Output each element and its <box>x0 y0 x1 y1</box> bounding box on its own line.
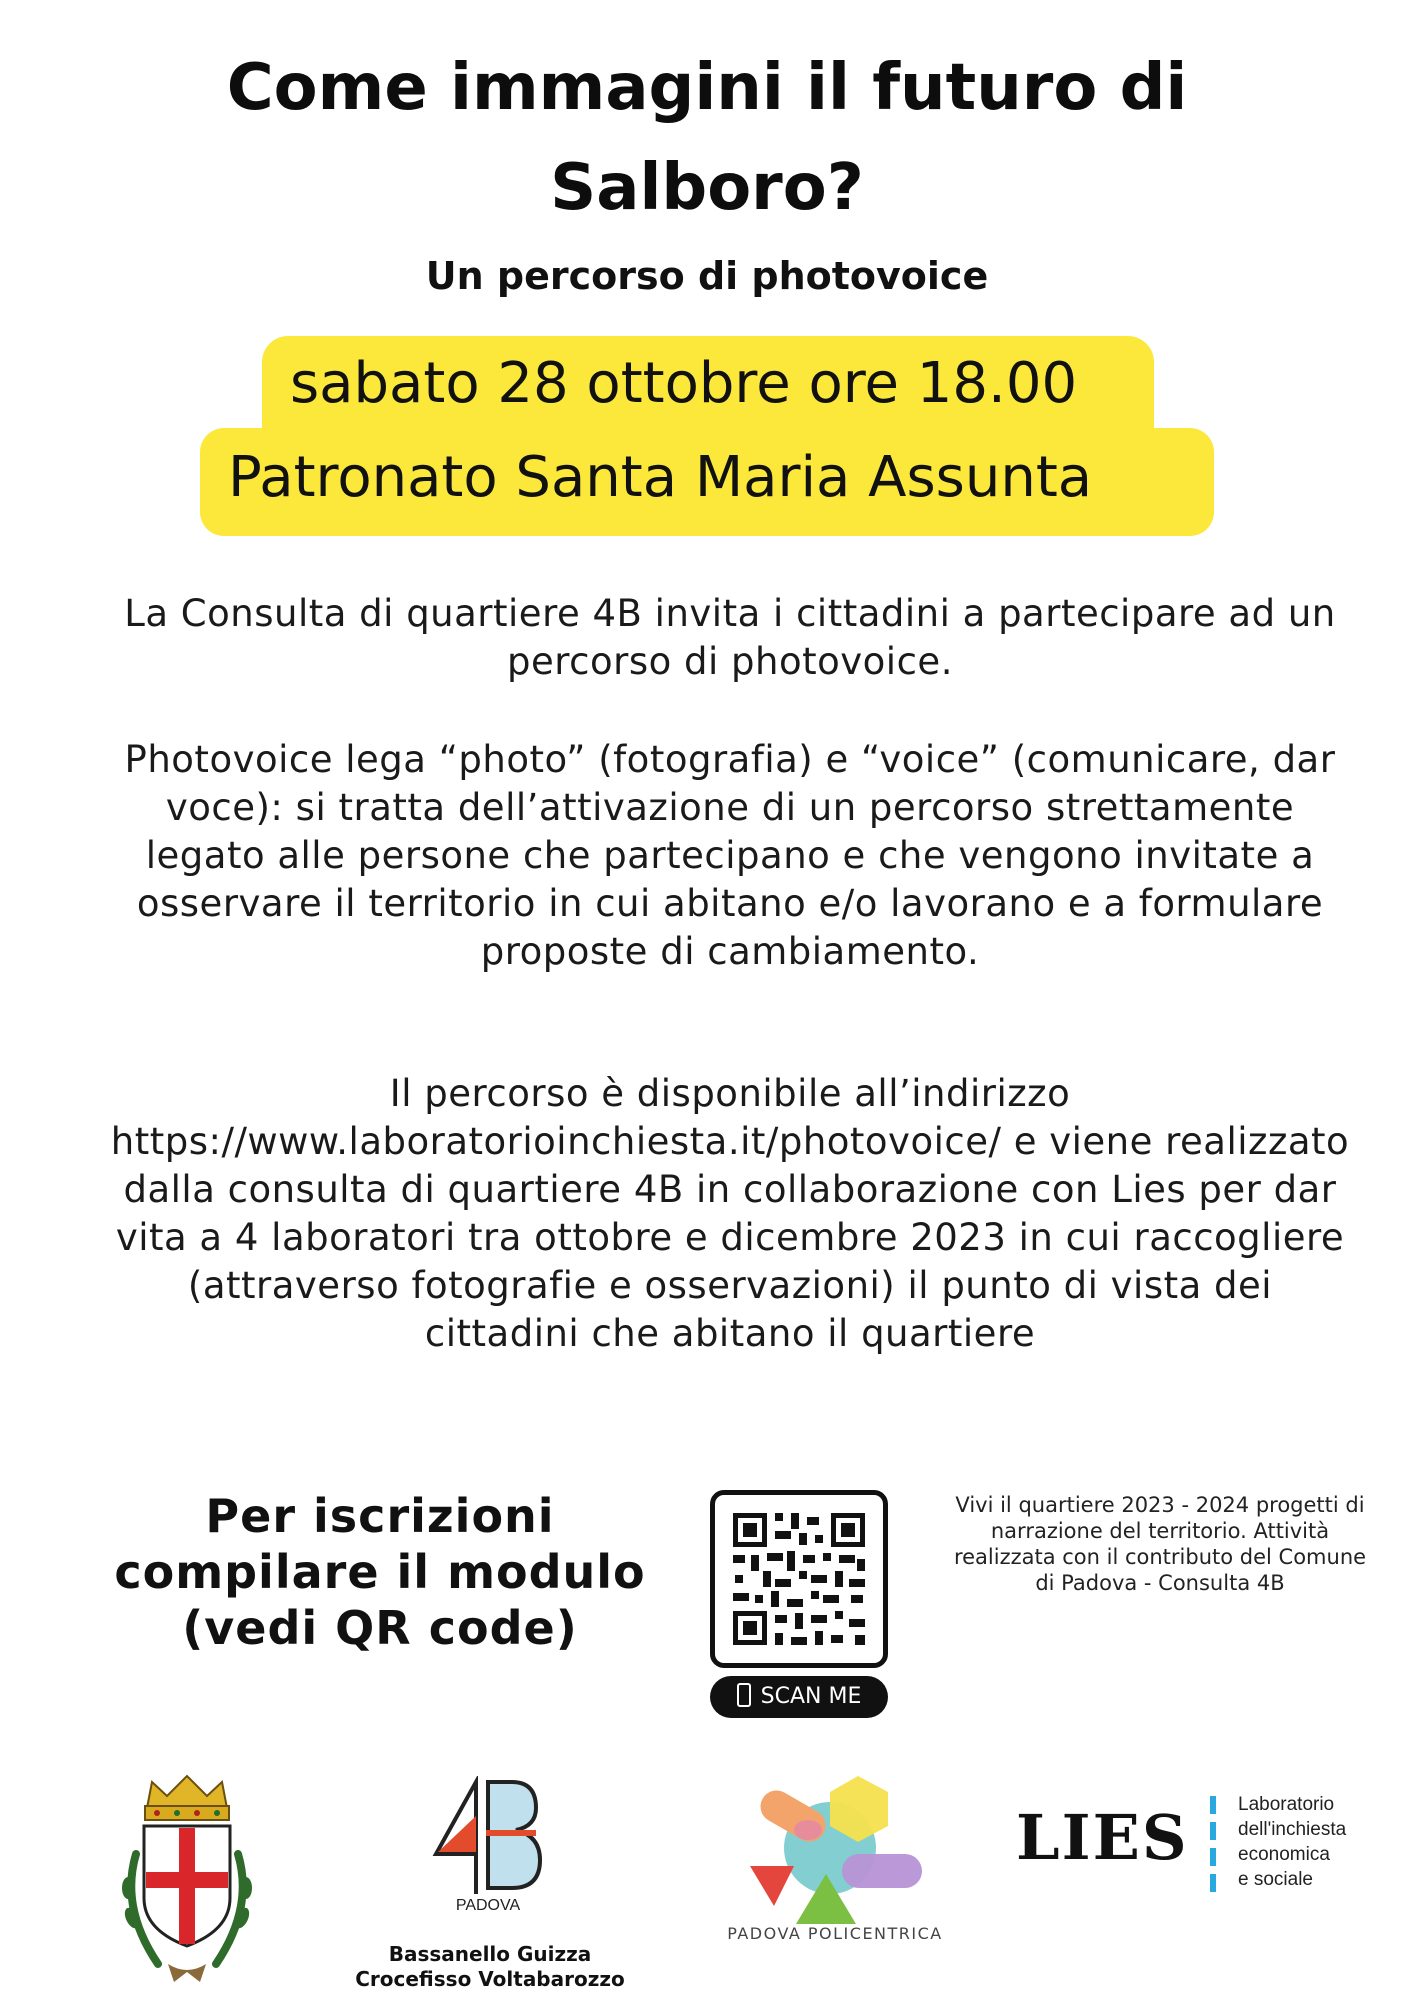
scan-me-button[interactable] <box>710 1676 888 1718</box>
scan-me-label: SCAN ME <box>760 1684 862 1709</box>
lies-tag-line-3: economica <box>1238 1844 1330 1865</box>
consulta-4b-caption-line-1: Bassanello Guizza <box>388 1942 592 1966</box>
phone-icon <box>737 1683 751 1707</box>
photovoice-description: Photovoice lega “photo” (fotografia) e “voice” (comunicare, dar voce): si tratta dell’attivazione di un percorso strettamente legato alle persone che partecipano e che vengono invitate a osservare il territorio in cui abitano e/o lavorano e a formulare proposte di cambiamento. <box>124 738 1336 973</box>
lies-accent-bar <box>1210 1796 1216 1894</box>
qr-code[interactable] <box>710 1490 888 1668</box>
consulta-4b-logo <box>428 1776 548 1916</box>
title-line-1: Come immagini il futuro di <box>226 51 1188 125</box>
project-credit: Vivi il quartiere 2023 - 2024 progetti di narrazione del territorio. Attività realizzata con il contributo del Comune di Padova - Consulta 4B <box>953 1493 1367 1595</box>
padova-policentrica-logo <box>738 1770 928 1930</box>
lies-tag-line-4: e sociale <box>1238 1869 1313 1890</box>
page-title <box>100 38 1314 238</box>
registration-line-2: compilare il modulo <box>114 1545 646 1599</box>
registration-text <box>70 1488 690 1656</box>
title-line-2: Salboro? <box>550 151 864 225</box>
consulta-4b-caption <box>330 1942 650 1992</box>
course-details: Il percorso è disponibile all’indirizzo https://www.laboratorioinchiesta.it/photovoice/ e viene realizzato dalla consulta di quartiere 4B in collaborazione con Lies per dar vita a 4 laboratori tra ottobre e dicembre 2023 in cui raccogliere (attraverso fotografie e osservazioni) il punto di vista dei cittadini che abitano il quartiere <box>110 1072 1350 1355</box>
padova-crest-logo <box>112 1768 262 1990</box>
consulta-4b-logo-text: PADOVA <box>455 1897 521 1914</box>
lies-tag-line-2: dell'inchiesta <box>1238 1819 1347 1840</box>
subtitle: Un percorso di photovoice <box>425 254 989 298</box>
lies-logo-wordmark: LIES <box>1016 1801 1189 1874</box>
lies-tag-line-1: Laboratorio <box>1238 1794 1335 1815</box>
intro-paragraph: La Consulta di quartiere 4B invita i cittadini a partecipare ad un percorso di photovoice. <box>124 592 1336 683</box>
registration-line-3: (vedi QR code) <box>182 1601 578 1655</box>
padova-policentrica-caption: PADOVA POLICENTRICA <box>727 1924 943 1943</box>
event-place: Patronato Santa Maria Assunta <box>200 428 1214 536</box>
lies-tagline <box>1238 1792 1398 1892</box>
qr-code-pattern <box>715 1495 883 1663</box>
consulta-4b-caption-line-2: Crocefisso Voltabarozzo <box>355 1967 625 1991</box>
registration-line-1: Per iscrizioni <box>205 1489 555 1543</box>
event-datetime: sabato 28 ottobre ore 18.00 <box>262 336 1154 432</box>
